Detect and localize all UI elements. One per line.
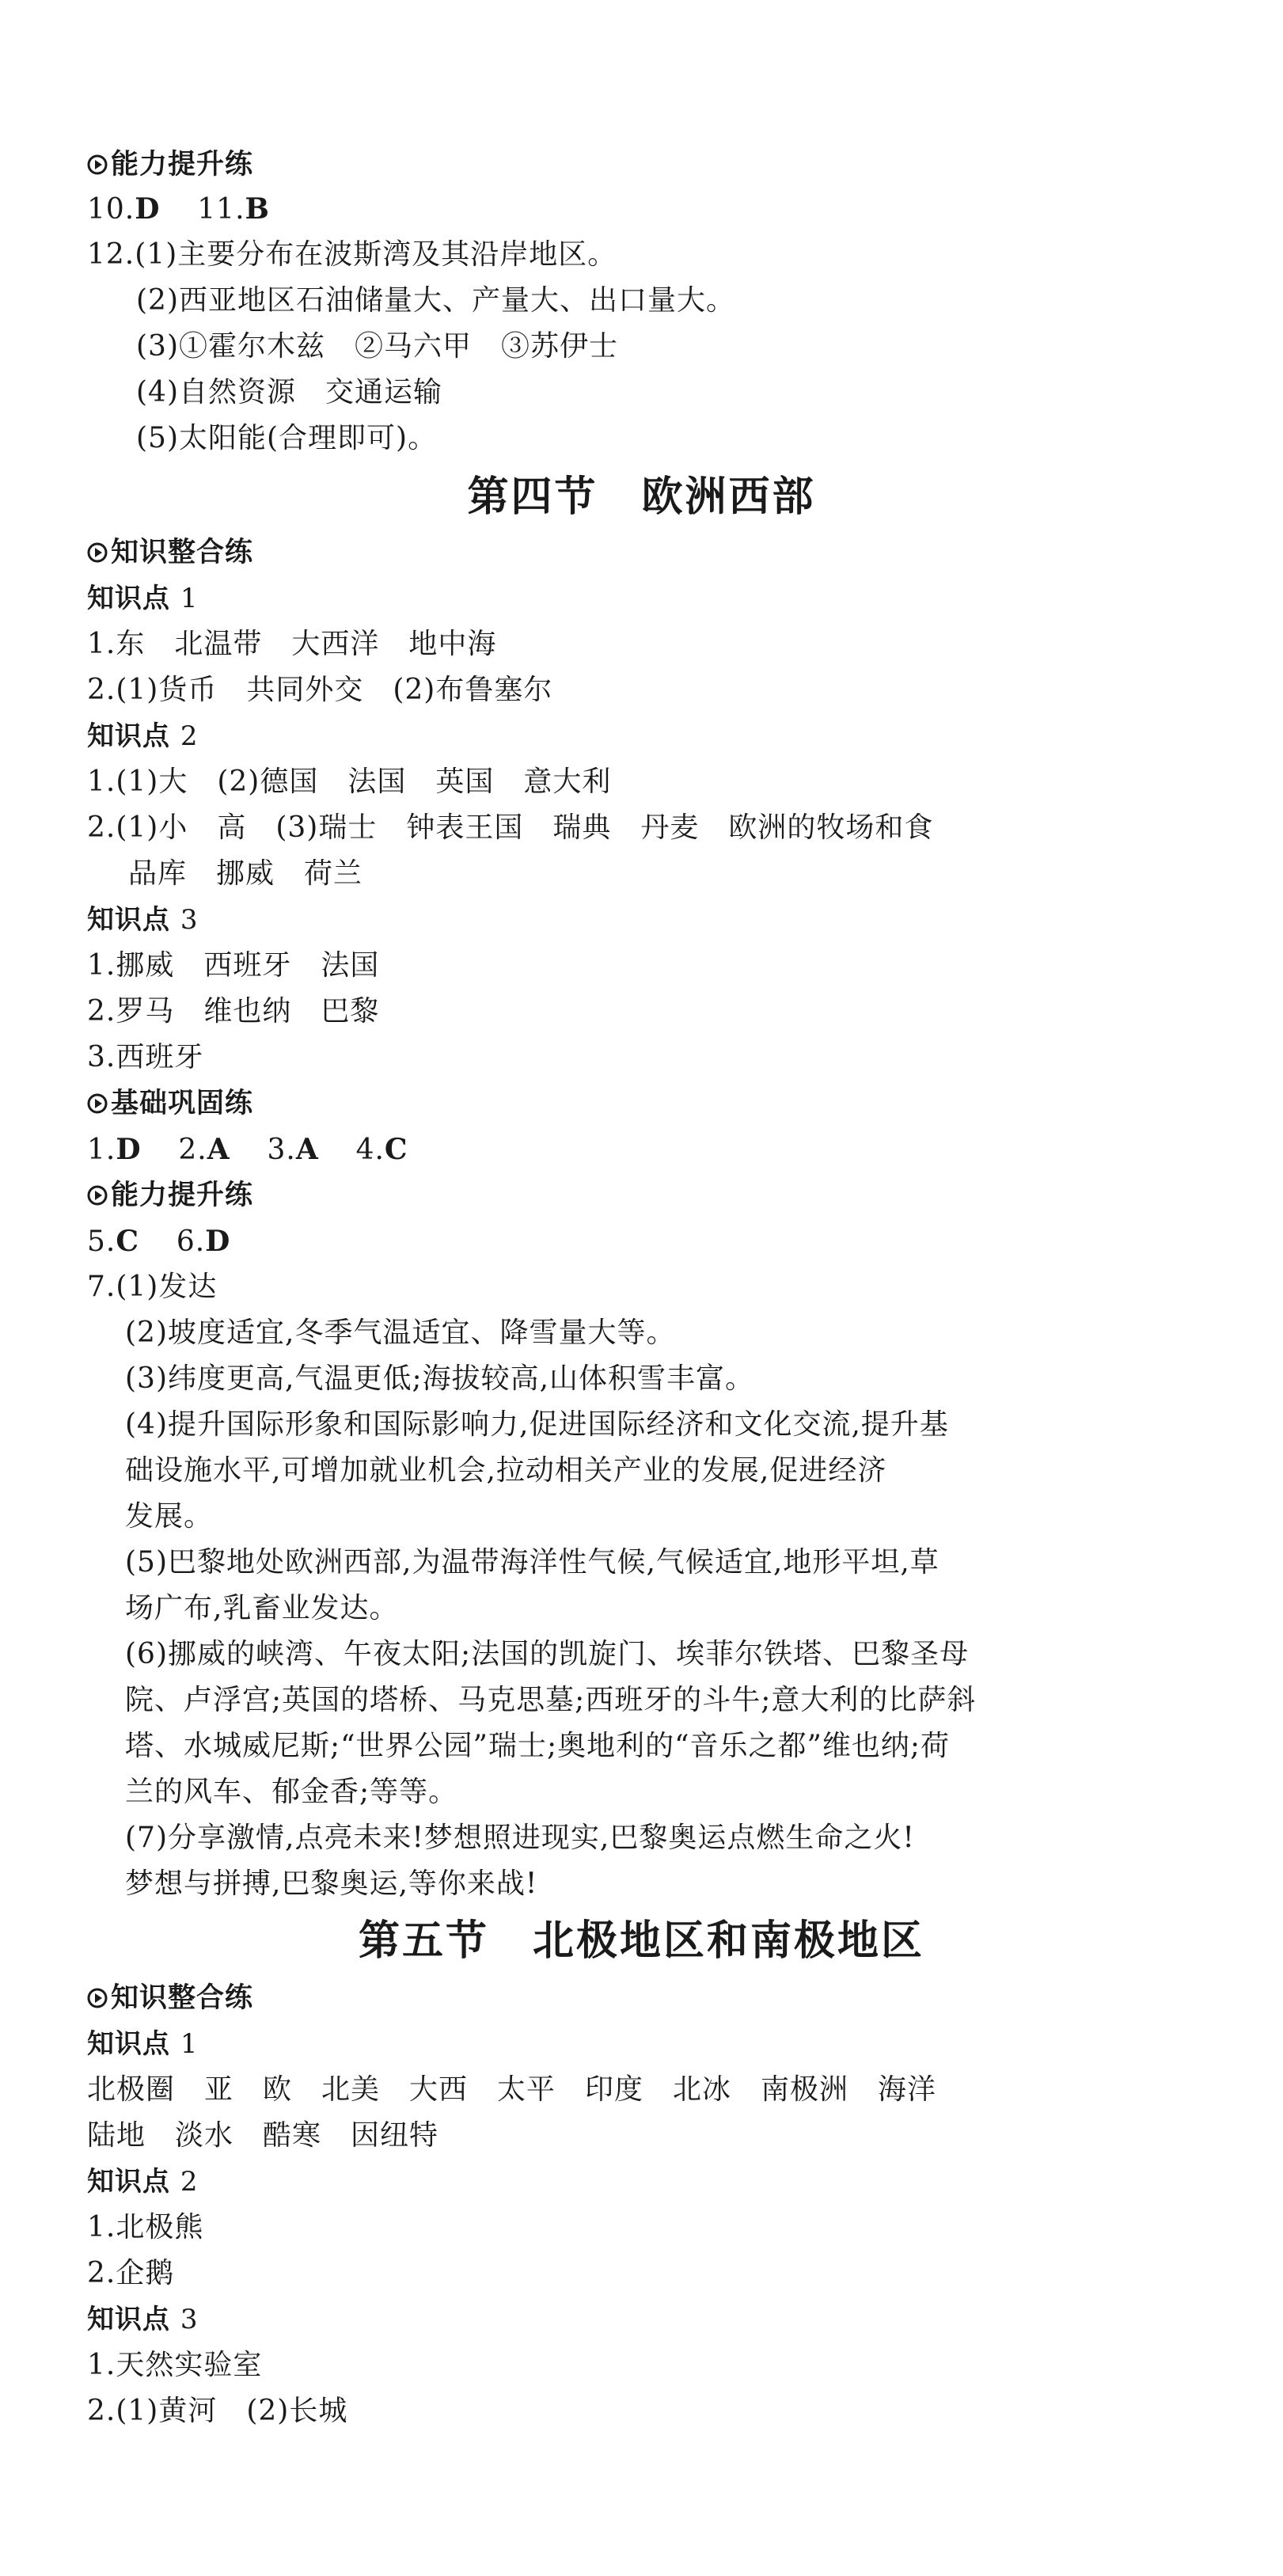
answer-line: 陆地 淡水 酷寒 因纽特 <box>87 2119 439 2152</box>
knowledge-point-label: 知识点 1 <box>87 583 199 614</box>
knowledge-point-label: 知识点 2 <box>87 2166 199 2198</box>
knowledge-point-label: 知识点 2 <box>87 720 199 752</box>
heading-knowledge-integration: 知识整合练 <box>87 535 253 570</box>
answer-line: (6)挪威的峡湾、午夜太阳;法国的凯旋门、埃菲尔铁塔、巴黎圣母 <box>125 1638 970 1670</box>
answer-line: 1.挪威 西班牙 法国 <box>87 949 380 982</box>
answer-line: 2.罗马 维也纳 巴黎 <box>87 995 380 1028</box>
answer-line: 1.D 2.A 3.A 4.C <box>87 1133 408 1166</box>
answer-line: 础设施水平,可增加就业机会,拉动相关产业的发展,促进经济 <box>125 1454 887 1487</box>
answer-line: 7.(1)发达 <box>87 1271 218 1303</box>
answer-line: 院、卢浮宫;英国的塔桥、马克思墓;西班牙的斗牛;意大利的比萨斜 <box>125 1684 977 1716</box>
answer-line: (4)自然资源 交通运输 <box>136 376 442 408</box>
answer-line: 5.C 6.D <box>87 1225 231 1258</box>
answer-line: 北极圈 亚 欧 北美 大西 太平 印度 北冰 南极洲 海洋 <box>87 2073 937 2106</box>
knowledge-point-label: 知识点 3 <box>87 2304 199 2335</box>
answer-line: (5)太阳能(合理即可)。 <box>136 422 438 454</box>
answer-line: 1.(1)大 (2)德国 法国 英国 意大利 <box>87 766 612 798</box>
answer-line: 2.(1)小 高 (3)瑞士 钟表王国 瑞典 丹麦 欧洲的牧场和食 <box>87 811 934 844</box>
answer-line: (4)提升国际形象和国际影响力,促进国际经济和文化交流,提升基 <box>125 1408 949 1441</box>
section-title: 第四节 欧洲西部 <box>467 473 816 521</box>
section-title: 第五节 北极地区和南极地区 <box>358 1917 924 1965</box>
heading-ability-improvement: 能力提升练 <box>87 1178 253 1213</box>
knowledge-point-label: 知识点 3 <box>87 904 199 936</box>
answer-line: 梦想与拼搏,巴黎奥运,等你来战! <box>125 1867 538 1900</box>
answer-line: 发展。 <box>125 1500 214 1533</box>
heading-basic-consolidation: 基础巩固练 <box>87 1086 253 1121</box>
answer-line: (3)①霍尔木兹 ②马六甲 ③苏伊士 <box>136 330 618 363</box>
heading-knowledge-integration: 知识整合练 <box>87 1981 253 2016</box>
answer-line: 2.(1)黄河 (2)长城 <box>87 2395 348 2427</box>
play-triangle-icon <box>87 154 108 175</box>
answer-line: (7)分享激情,点亮未来!梦想照进现实,巴黎奥运点燃生命之火! <box>125 1822 915 1854</box>
answer-line: 品库 挪威 荷兰 <box>128 857 363 890</box>
answer-line: 塔、水城威尼斯;“世界公园”瑞士;奥地利的“音乐之都”维也纳;荷 <box>125 1730 951 1762</box>
answer-line: (2)坡度适宜,冬季气温适宜、降雪量大等。 <box>125 1316 676 1349</box>
play-triangle-icon <box>87 1093 108 1114</box>
answer-line: 3.西班牙 <box>87 1041 204 1073</box>
answer-line: 12.(1)主要分布在波斯湾及其沿岸地区。 <box>87 238 617 271</box>
answer-line: (2)西亚地区石油储量大、产量大、出口量大。 <box>136 284 735 317</box>
answer-line: (3)纬度更高,气温更低;海拔较高,山体积雪丰富。 <box>125 1362 755 1395</box>
answer-line: 兰的风车、郁金香;等等。 <box>125 1776 458 1808</box>
answer-line: 1.东 北温带 大西洋 地中海 <box>87 628 497 660</box>
play-triangle-icon <box>87 1185 108 1206</box>
answer-line: 1.天然实验室 <box>87 2349 263 2381</box>
play-triangle-icon <box>87 1988 108 2008</box>
knowledge-point-label: 知识点 1 <box>87 2028 199 2060</box>
answer-line: 场广布,乳畜业发达。 <box>125 1592 399 1624</box>
play-triangle-icon <box>87 542 108 563</box>
heading-ability-improvement: 能力提升练 <box>87 147 253 182</box>
answer-line: (5)巴黎地处欧洲西部,为温带海洋性气候,气候适宜,地形平坦,草 <box>125 1546 939 1579</box>
answer-line: 2.企鹅 <box>87 2257 175 2289</box>
answer-line: 1.北极熊 <box>87 2211 204 2244</box>
answer-line: 10.D 11.B <box>87 192 270 226</box>
answer-line: 2.(1)货币 共同外交 (2)布鲁塞尔 <box>87 674 553 706</box>
